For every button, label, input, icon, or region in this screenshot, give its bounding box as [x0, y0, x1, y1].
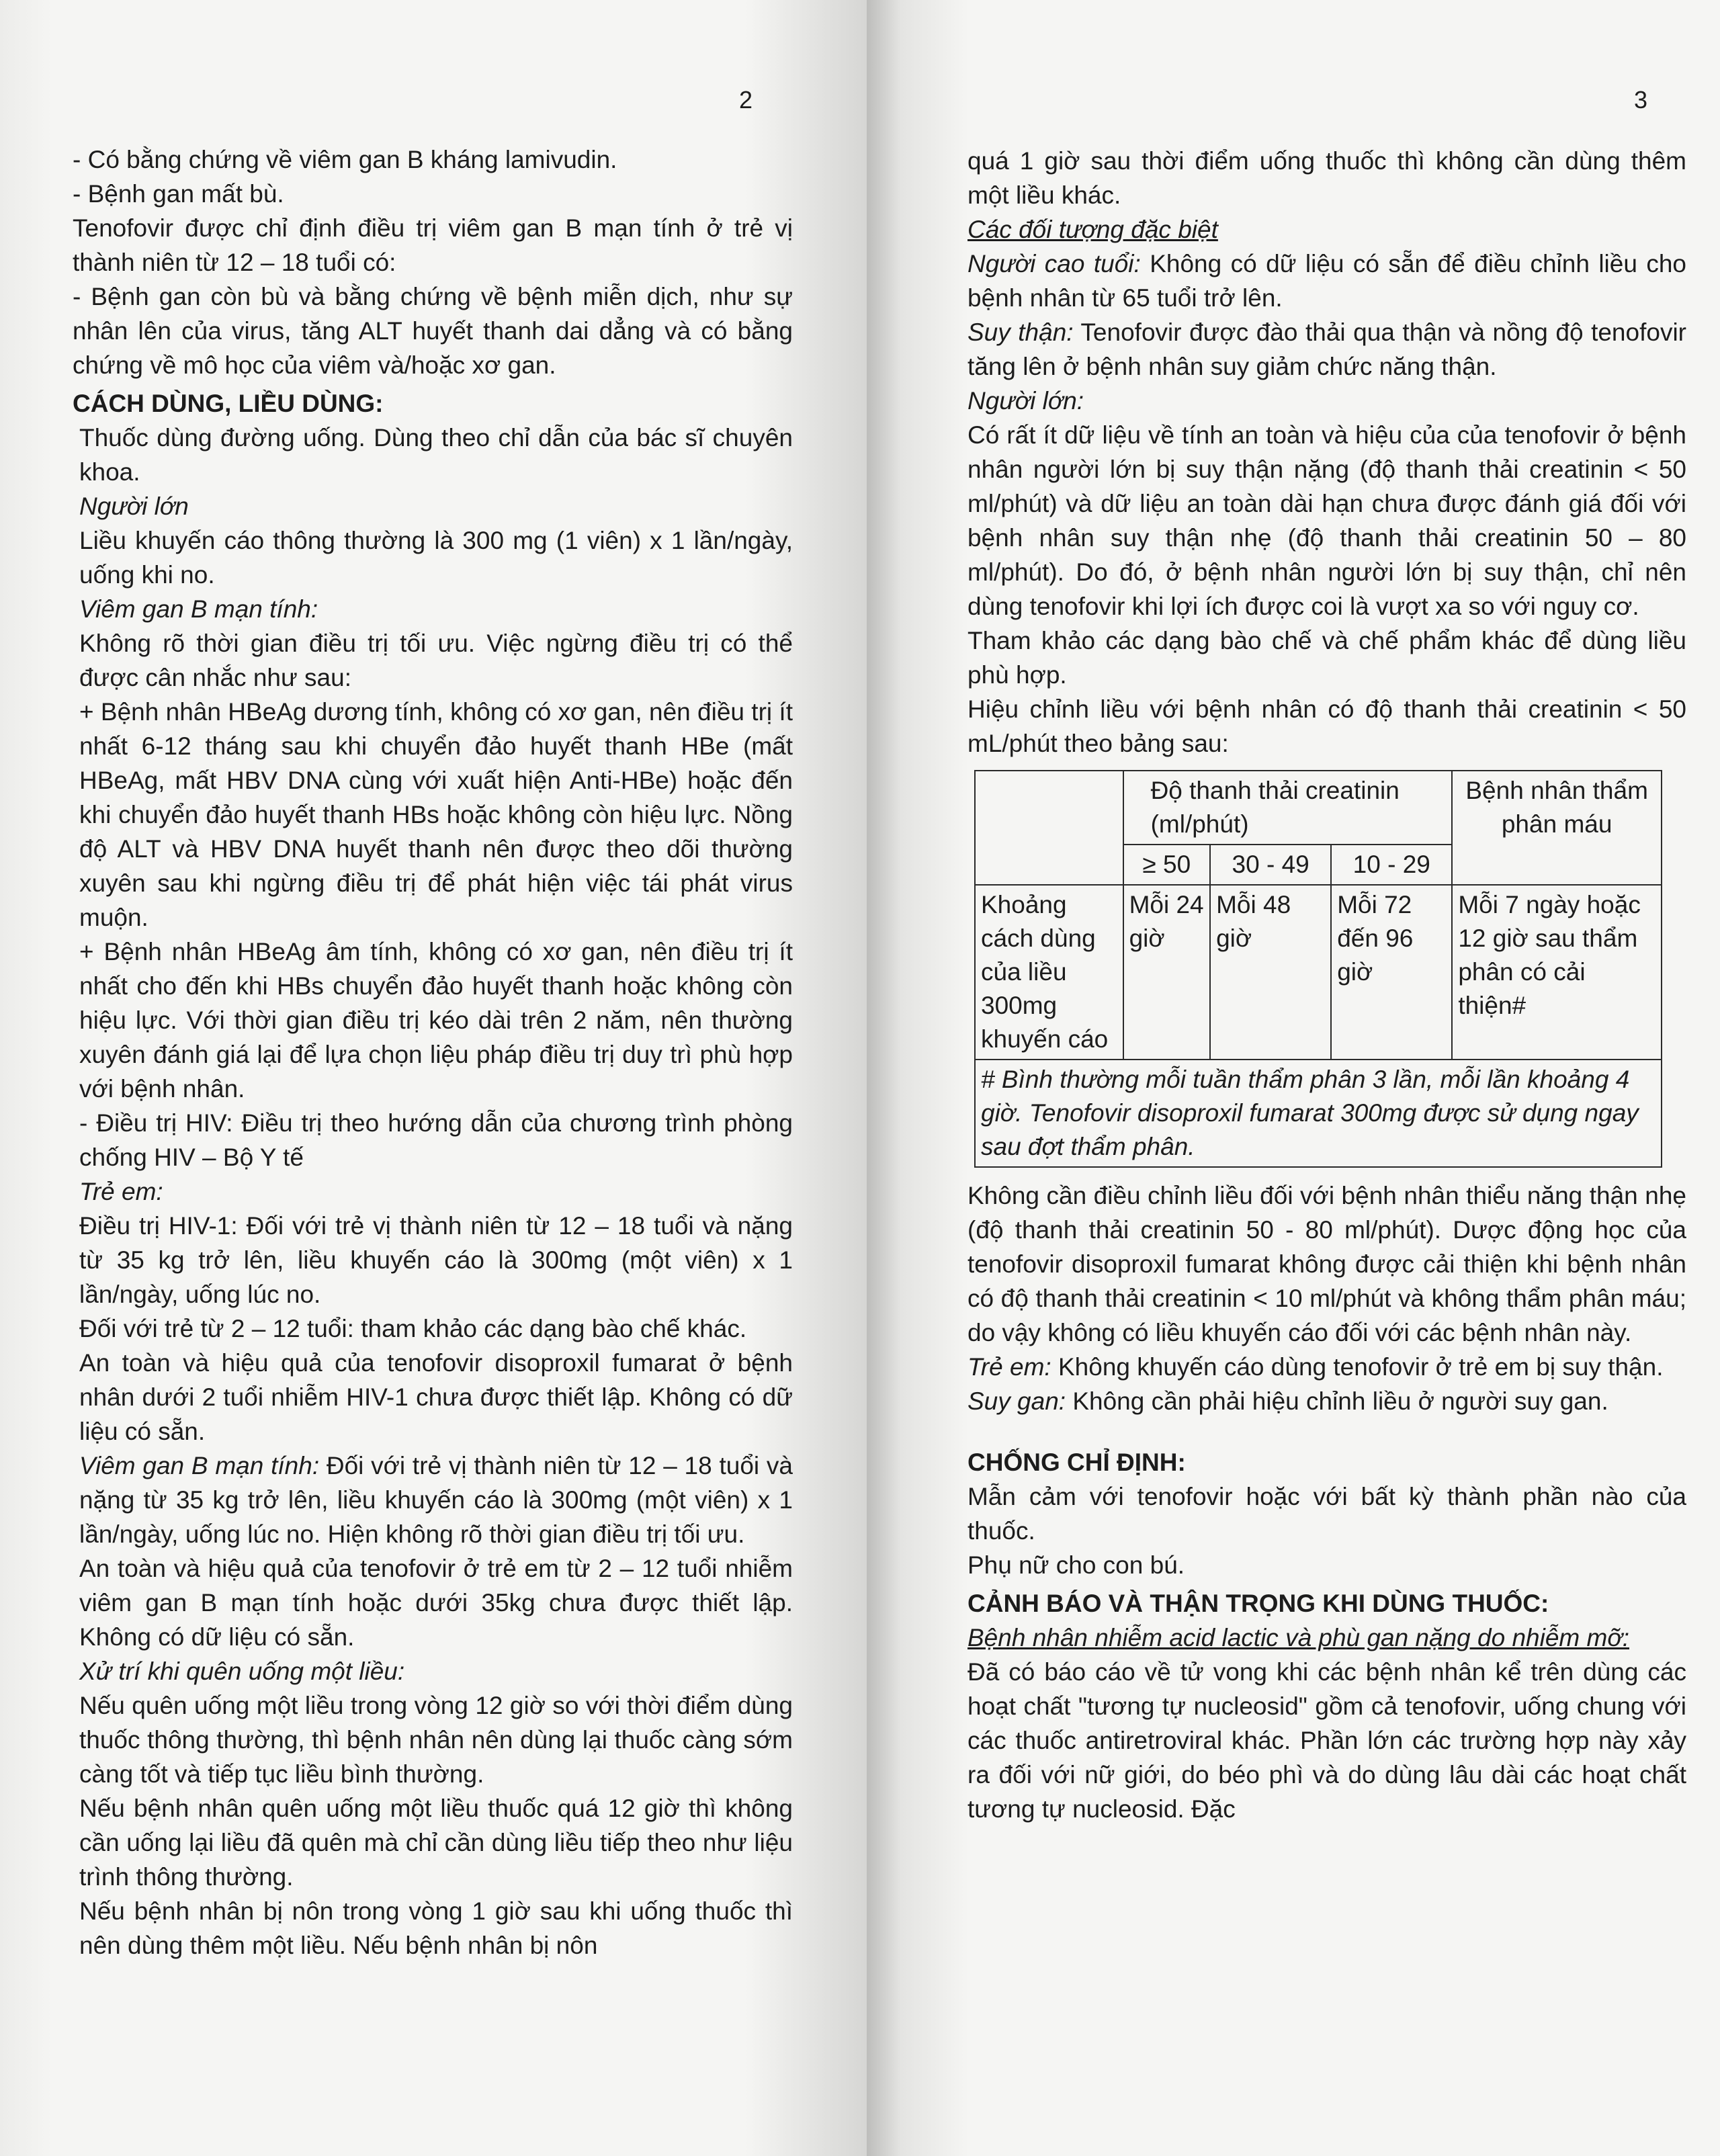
subheading: Người lớn [79, 492, 189, 520]
section-heading-warnings: CẢNH BÁO VÀ THẬN TRỌNG KHI DÙNG THUỐC: [968, 1590, 1549, 1617]
left-column [73, 142, 793, 1963]
paragraph: An toàn và hiệu quả của tenofovir ở trẻ em từ 2 – 12 tuổi nhiễm viêm gan B mạn tính hoặc dưới 35kg chưa được thiết lập. Không có dữ liệu có sẵn. [79, 1555, 793, 1651]
table-cell-empty [975, 771, 1123, 885]
paragraph: Điều trị HIV-1: Đối với trẻ vị thành niên từ 12 – 18 tuổi và nặng từ 35 kg trở lên, liều khuyến cáo là 300mg (một viên) x 1 lần/ngày, uống lúc no. [79, 1212, 793, 1308]
table-row [975, 771, 1662, 845]
dose-adjustment-table [974, 770, 1662, 1168]
inline-label: Người cao tuổi: [968, 250, 1141, 277]
paragraph: Đã có báo cáo về tử vong khi các bệnh nhân kể trên dùng các hoạt chất "tương tự nucleosid" gồm cả tenofovir, uống chung với các thuốc antiretroviral khác. Phần lớn các trường hợp này xảy ra đối với nữ giới, do béo phì và do dùng lâu dài các hoạt chất tương tự nucleosid. Đặc [968, 1658, 1686, 1823]
table-cell: Mỗi 48 giờ [1210, 885, 1331, 1060]
table-header-cell: 10 - 29 [1331, 845, 1452, 885]
right-page [867, 0, 1720, 2156]
table-row-label: Khoảng cách dùng của liều 300mg khuyến cáo [975, 885, 1123, 1060]
table-cell: Mỗi 7 ngày hoặc 12 giờ sau thẩm phân có cải thiện# [1452, 885, 1662, 1060]
paragraph [968, 247, 1686, 315]
paragraph: + Bệnh nhân HBeAg âm tính, không có xơ gan, nên điều trị ít nhất cho đến khi HBs chuyển đảo huyết thanh hoặc không còn hiệu lực. Với thời gian điều trị kéo dài trên 2 năm, nên thường xuyên đánh giá lại để lựa chọn liệu pháp điều trị duy trì phù hợp với bệnh nhân. [79, 938, 793, 1103]
table-footnote: # Bình thường mỗi tuần thẩm phân 3 lần, mỗi lần khoảng 4 giờ. Tenofovir disoproxil fumarat 300mg được sử dụng ngay sau đợt thẩm phân. [975, 1060, 1662, 1167]
page-number: 2 [739, 86, 753, 114]
inline-label: Suy thận: [968, 318, 1074, 346]
table-cell: Mỗi 72 đến 96 giờ [1331, 885, 1452, 1060]
text-line: - Bệnh gan còn bù và bằng chứng về bệnh miễn dịch, như sự nhân lên của virus, tăng ALT huyết thanh dai dẳng và có bằng chứng về mô học của viêm và/hoặc xơ gan. [73, 283, 793, 379]
paragraph: Liều khuyến cáo thông thường là 300 mg (1 viên) x 1 lần/ngày, uống khi no. [79, 527, 793, 589]
paragraph: - Điều trị HIV: Điều trị theo hướng dẫn của chương trình phòng chống HIV – Bộ Y tế [79, 1109, 793, 1171]
paragraph: Tham khảo các dạng bào chế và chế phẩm khác để dùng liều phù hợp. [968, 627, 1686, 689]
subheading: Người lớn: [968, 387, 1084, 415]
paragraph [968, 1384, 1686, 1418]
paragraph: Có rất ít dữ liệu về tính an toàn và hiệu của của tenofovir ở bệnh nhân người lớn bị suy thận nặng (độ thanh thải creatinin < 50 ml/phút) và dữ liệu an toàn dài hạn chưa được đánh giá đối với bệnh nhân suy thận nhẹ (độ thanh thải creatinin 50 – 80 ml/phút). Do đó, ở bệnh nhân người lớn bị suy thận, chỉ nên dùng tenofovir khi lợi ích được coi là vượt xa so với nguy cơ. [968, 421, 1686, 620]
right-column [968, 144, 1686, 1826]
table-header-cell: 30 - 49 [1210, 845, 1331, 885]
inline-label: Viêm gan B mạn tính: [79, 1452, 320, 1479]
table-header-cell: ≥ 50 [1123, 845, 1211, 885]
paragraph: An toàn và hiệu quả của tenofovir disoproxil fumarat ở bệnh nhân dưới 2 tuổi nhiễm HIV-1 chưa được thiết lập. Không có dữ liệu có sẵn. [79, 1349, 793, 1445]
paragraph: Nếu quên uống một liều trong vòng 12 giờ so với thời điểm dùng thuốc thông thường, thì bệnh nhân nên dùng lại thuốc càng sớm càng tốt và tiếp tục liều bình thường. [79, 1692, 793, 1788]
page-number: 3 [1634, 86, 1648, 114]
paragraph: Đối với trẻ từ 2 – 12 tuổi: tham khảo các dạng bào chế khác. [79, 1315, 747, 1342]
inline-text: Không khuyến cáo dùng tenofovir ở trẻ em bị suy thận. [1051, 1353, 1664, 1381]
subheading: Viêm gan B mạn tính: [79, 595, 318, 623]
paragraph: Thuốc dùng đường uống. Dùng theo chỉ dẫn của bác sĩ chuyên khoa. [79, 424, 793, 486]
table-cell: Mỗi 24 giờ [1123, 885, 1211, 1060]
table-row [975, 1060, 1662, 1167]
text-line: - Bệnh gan mất bù. [73, 180, 284, 208]
subheading: Xử trí khi quên uống một liều: [79, 1657, 405, 1685]
table-header-clearance: Độ thanh thải creatinin (ml/phút) [1123, 771, 1453, 845]
paragraph: Nếu bệnh nhân bị nôn trong vòng 1 giờ sau khi uống thuốc thì nên dùng thêm một liều. Nếu bệnh nhân bị nôn [79, 1897, 793, 1959]
subheading: Bệnh nhân nhiễm acid lactic và phù gan nặng do nhiễm mỡ: [968, 1624, 1629, 1651]
inline-label: Trẻ em: [968, 1353, 1051, 1381]
paragraph: + Bệnh nhân HBeAg dương tính, không có xơ gan, nên điều trị ít nhất 6-12 tháng sau khi chuyển đảo huyết thanh HBe (mất HBeAg, mất HBV DNA cùng với xuất hiện Anti-HBe) hoặc đến khi chuyển đảo huyết thanh HBs hoặc không còn hiệu lực. Nồng độ ALT và HBV DNA huyết thanh nên được theo dõi thường xuyên sau khi ngừng điều trị để phát hiện việc tái phát virus muộn. [79, 698, 793, 931]
paragraph: Không rõ thời gian điều trị tối ưu. Việc ngừng điều trị có thể được cân nhắc như sau: [79, 630, 793, 691]
text-line: Tenofovir được chỉ định điều trị viêm gan B mạn tính ở trẻ vị thành niên từ 12 – 18 tuổi có: [73, 214, 793, 276]
section-heading-usage: CÁCH DÙNG, LIỀU DÙNG: [73, 390, 384, 417]
subheading: Các đối tượng đặc biệt [968, 216, 1218, 243]
paragraph: Mẫn cảm với tenofovir hoặc với bất kỳ thành phần nào của thuốc. [968, 1483, 1686, 1545]
section-heading-contraindications: CHỐNG CHỈ ĐỊNH: [968, 1449, 1186, 1476]
inline-text: Không có dữ liệu có sẵn để điều chỉnh liều cho bệnh nhân từ 65 tuổi trở lên. [968, 250, 1687, 312]
paragraph: quá 1 giờ sau thời điểm uống thuốc thì không cần dùng thêm một liều khác. [968, 147, 1686, 209]
paragraph: Phụ nữ cho con bú. [968, 1551, 1185, 1579]
inline-label: Suy gan: [968, 1387, 1066, 1415]
inline-text: Tenofovir được đào thải qua thận và nồng độ tenofovir tăng lên ở bệnh nhân suy giảm chức năng thận. [968, 318, 1686, 380]
table-row [975, 885, 1662, 1060]
inline-text: Không cần phải hiệu chỉnh liều ở người suy gan. [1066, 1387, 1608, 1415]
text-line: - Có bằng chứng về viêm gan B kháng lamivudin. [73, 146, 617, 173]
inline-text: Đối với trẻ vị thành niên từ 12 – 18 tuổi và nặng từ 35 kg trở lên, liều khuyến cáo là 300mg (một viên) x 1 lần/ngày, uống lúc no. Hiện không rõ thời gian điều trị tối ưu. [79, 1452, 793, 1548]
table-header-dialysis: Bệnh nhân thẩm phân máu [1452, 771, 1662, 885]
paragraph [968, 315, 1686, 384]
paragraph: Không cần điều chỉnh liều đối với bệnh nhân thiểu năng thận nhẹ (độ thanh thải creatinin 50 - 80 ml/phút). Dược động học của tenofovir disoproxil fumarat không được cải thiện khi bệnh nhân có độ thanh thải creatinin < 10 ml/phút và không thẩm phân máu; do vậy không có liều khuyến cáo đối với các bệnh nhân này. [968, 1182, 1686, 1346]
subheading: Trẻ em: [79, 1178, 163, 1205]
paragraph [968, 1350, 1686, 1384]
paragraph: Hiệu chỉnh liều với bệnh nhân có độ thanh thải creatinin < 50 mL/phút theo bảng sau: [968, 695, 1686, 757]
paragraph [73, 1449, 793, 1551]
paragraph: Nếu bệnh nhân quên uống một liều thuốc quá 12 giờ thì không cần uống lại liều đã quên mà chỉ cần dùng liều tiếp theo như liệu trình thông thường. [79, 1795, 793, 1891]
